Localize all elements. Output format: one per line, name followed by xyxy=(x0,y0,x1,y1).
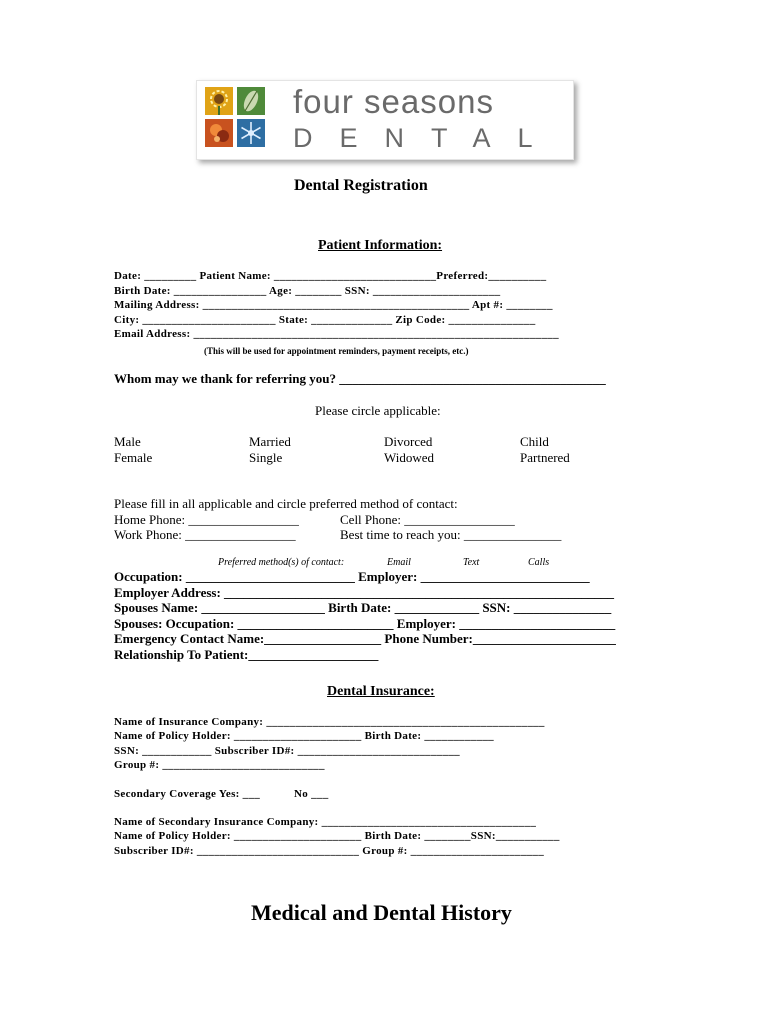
form-title: Dental Registration xyxy=(294,177,428,194)
option-single[interactable]: Single xyxy=(249,450,283,465)
group-number-line[interactable]: Group #: ____________________________ xyxy=(114,759,325,771)
secondary-subscriber-line[interactable]: Subscriber ID#: ____________________________ Group #: _______________________ xyxy=(114,845,545,857)
patient-email-line[interactable]: Email Address: _______________________________________________________________ xyxy=(114,328,559,340)
patient-info-heading: Patient Information: xyxy=(318,238,443,253)
dental-insurance-heading: Dental Insurance: xyxy=(327,684,435,699)
work-phone-line[interactable]: Work Phone: _________________ xyxy=(114,527,296,542)
circle-applicable-heading: Please circle applicable: xyxy=(315,403,441,418)
option-partnered[interactable]: Partnered xyxy=(520,450,570,465)
secondary-coverage-yes[interactable]: Secondary Coverage Yes: ___ xyxy=(114,788,261,800)
secondary-coverage-no[interactable]: No ___ xyxy=(294,788,329,800)
autumn-leaves-icon xyxy=(205,119,233,147)
ssn-subscriber-line[interactable]: SSN: ____________ Subscriber ID#: ____________________________ xyxy=(114,745,460,757)
spring-leaf-icon xyxy=(237,87,265,115)
practice-logo xyxy=(196,80,574,160)
cell-phone-line[interactable]: Cell Phone: _________________ xyxy=(340,512,515,527)
insurance-company-line[interactable]: Name of Insurance Company: ________________________________________________ xyxy=(114,716,545,728)
best-time-line[interactable]: Best time to reach you: _______________ xyxy=(340,527,562,542)
occupation-employer-line[interactable]: Occupation: __________________________ Employer: __________________________ xyxy=(114,569,590,584)
employer-address-line[interactable]: Employer Address: ____________________________________________________________ xyxy=(114,585,615,600)
secondary-insurance-company-line[interactable]: Name of Secondary Insurance Company: _____________________________________ xyxy=(114,816,537,828)
patient-date-name-line[interactable]: Date: _________ Patient Name: ____________________________Preferred:__________ xyxy=(114,270,547,282)
logo-text-dental: DENTAL xyxy=(293,123,560,153)
option-married[interactable]: Married xyxy=(249,434,291,449)
secondary-policy-holder-line[interactable]: Name of Policy Holder: ______________________ Birth Date: ________SSN:___________ xyxy=(114,830,560,842)
policy-holder-line[interactable]: Name of Policy Holder: ______________________ Birth Date: ____________ xyxy=(114,730,494,742)
winter-snowflake-icon xyxy=(237,119,265,147)
spouse-occupation-line[interactable]: Spouses: Occupation: ________________________ Employer: ________________________ xyxy=(114,616,616,631)
option-male[interactable]: Male xyxy=(114,434,141,449)
patient-mailing-address-line[interactable]: Mailing Address: ______________________________________________ Apt #: ________ xyxy=(114,299,553,311)
option-female[interactable]: Female xyxy=(114,450,153,465)
contact-intro: Please fill in all applicable and circle preferred method of contact: xyxy=(114,496,458,511)
relationship-line[interactable]: Relationship To Patient:____________________ xyxy=(114,647,379,662)
emergency-contact-line[interactable]: Emergency Contact Name:__________________ Phone Number:______________________ xyxy=(114,631,616,646)
logo-text-four-seasons: four seasons xyxy=(293,83,494,120)
option-widowed[interactable]: Widowed xyxy=(384,450,435,465)
contact-method-calls[interactable]: Calls xyxy=(528,557,550,568)
contact-method-email[interactable]: Email xyxy=(387,557,411,568)
summer-sunflower-icon xyxy=(205,87,233,115)
spouse-name-line[interactable]: Spouses Name: ___________________ Birth Date: _____________ SSN: _______________ xyxy=(114,600,612,615)
patient-birthdate-line[interactable]: Birth Date: ________________ Age: ________ SSN: ______________________ xyxy=(114,285,501,297)
option-divorced[interactable]: Divorced xyxy=(384,434,433,449)
email-usage-note: (This will be used for appointment reminders, payment receipts, etc.) xyxy=(204,346,469,356)
patient-city-state-line[interactable]: City: _______________________ State: ______________ Zip Code: _______________ xyxy=(114,314,536,326)
preferred-contact-label: Preferred method(s) of contact: xyxy=(218,557,345,568)
home-phone-line[interactable]: Home Phone: _________________ xyxy=(114,512,299,527)
option-child[interactable]: Child xyxy=(520,434,549,449)
medical-dental-history-title: Medical and Dental History xyxy=(251,900,512,925)
contact-method-text[interactable]: Text xyxy=(463,557,480,568)
referral-line[interactable]: Whom may we thank for referring you? _________________________________________ xyxy=(114,371,606,386)
